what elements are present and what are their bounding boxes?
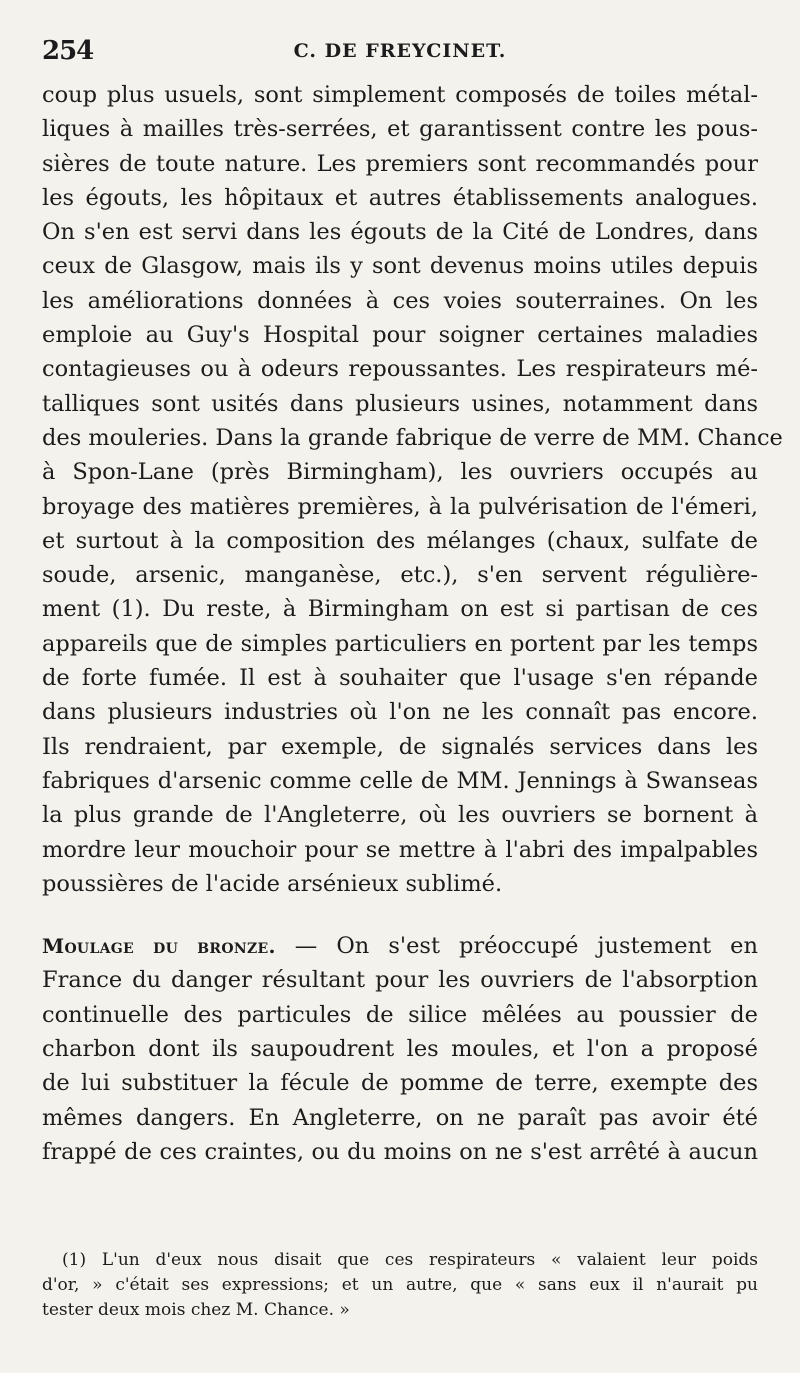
text-line: Ils rendraient, par exemple, de signalés services dans les [42,733,758,760]
text-line: contagieuses ou à odeurs repoussantes. Les respirateurs mé- [42,356,758,383]
footnote-line: (1) L'un d'eux nous disait que ces respirateurs « valaient leur poids [62,1250,758,1270]
running-title: C. DE FREYCINET. [293,40,507,62]
text-line: dans plusieurs industries où l'on ne les connaît pas encore. [42,699,758,726]
text-line: broyage des matières premières, à la pulvérisation de l'émeri, [42,493,758,520]
footnote-line: tester deux mois chez M. Chance. » [42,1300,350,1320]
text-line: appareils que de simples particuliers en portent par les temps [42,630,758,657]
section-first-line-text: — On s'est préoccupé justement en [275,933,758,960]
text-line: France du danger résultant pour les ouvriers de l'absorption [42,967,758,994]
text-line: et surtout à la composition des mélanges (chaux, sulfate de [42,527,758,554]
text-line: de lui substituer la fécule de pomme de terre, exempte des [42,1070,758,1097]
text-line: ceux de Glasgow, mais ils y sont devenus moins utiles depuis [42,253,758,280]
page-number: 254 [42,36,94,66]
text-line: sières de toute nature. Les premiers sont recommandés pour [42,150,758,177]
text-line: de forte fumée. Il est à souhaiter que l'usage s'en répande [42,665,758,692]
text-line: frappé de ces craintes, ou du moins on ne s'est arrêté à aucun [42,1138,758,1165]
body-text [42,78,783,1169]
text-line: à Spon-Lane (près Birmingham), les ouvriers occupés au [42,459,758,486]
paragraph-last-line: poussières de l'acide arsénieux sublimé. [42,870,503,897]
text-line: fabriques d'arsenic comme celle de MM. Jennings à Swanseas [42,767,758,794]
text-line: charbon dont ils saupoudrent les moules, et l'on a proposé [42,1036,758,1063]
footnote-line: d'or, » c'était ses expressions; et un autre, que « sans eux il n'aurait pu [42,1275,758,1295]
text-line: talliques sont usités dans plusieurs usines, notamment dans [42,390,758,417]
text-line: mêmes dangers. En Angleterre, on ne paraît pas avoir été [42,1104,758,1131]
paragraph-gap [42,901,758,929]
text-line: la plus grande de l'Angleterre, où les ouvriers se bornent à [42,802,758,829]
section-heading: Moulage du bronze. [42,934,276,959]
text-line: mordre leur mouchoir pour se mettre à l'abri des impalpables [42,836,758,863]
footnotes [42,1248,758,1323]
text-line: soude, arsenic, manganèse, etc.), s'en servent régulière- [42,562,758,589]
text-line: coup plus usuels, sont simplement composés de toiles métal- [42,82,758,108]
text-line: les égouts, les hôpitaux et autres établissements analogues. [42,184,758,211]
text-line: emploie au Guy's Hospital pour soigner certaines maladies [42,322,758,349]
text-line: les améliorations données à ces voies souterraines. On les [42,287,758,314]
text-line: liques à mailles très-serrées, et garantissent contre les pous- [42,116,758,143]
text-line: ment (1). Du reste, à Birmingham on est si partisan de ces [42,596,758,623]
page-header [42,36,758,76]
section-first-line [42,929,758,963]
text-line: des mouleries. Dans la grande fabrique de verre de MM. Chance [42,424,783,451]
text-line: continuelle des particules de silice mêlées au poussier de [42,1001,758,1028]
text-line: On s'en est servi dans les égouts de la Cité de Londres, dans [42,219,758,246]
